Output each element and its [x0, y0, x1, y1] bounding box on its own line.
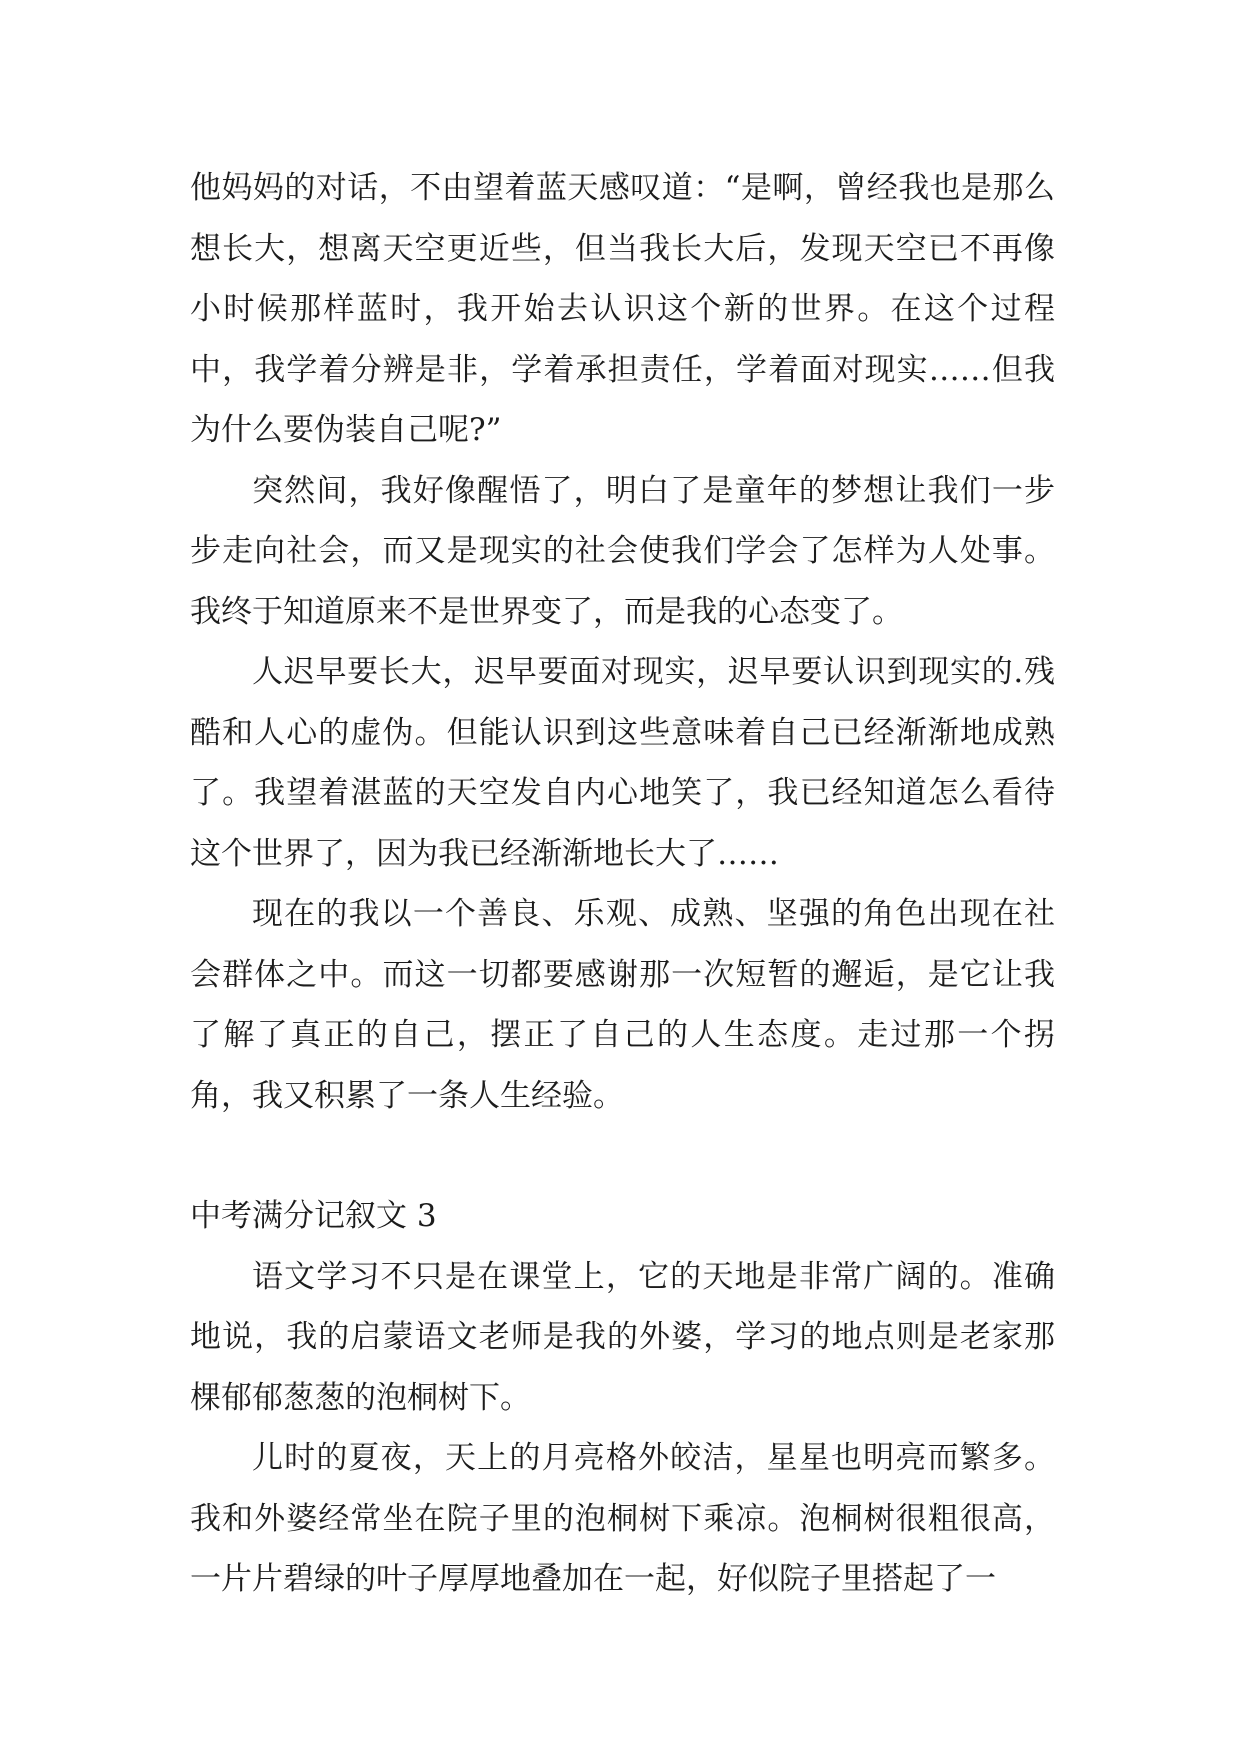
paragraph-1: 他妈妈的对话，不由望着蓝天感叹道：“是啊，曾经我也是那么想长大，想离天空更近些，但当我长大后，发现天空已不再像小时候那样蓝时，我开始去认识这个新的世界。在这个过程中，我学着分辨是非，学着承担责任，学着面对现实……但我为什么要伪装自己呢?”: [190, 170, 1055, 448]
paragraph-3: 人迟早要长大，迟早要面对现实，迟早要认识到现实的.残酷和人心的虚伪。但能认识到这些意味着自己已经渐渐地成熟了。我望着湛蓝的天空发自内心地笑了，我已经知道怎么看待这个世界了，因为我已经渐渐地长大了……: [190, 654, 1055, 872]
paragraph-4: 现在的我以一个善良、乐观、成熟、坚强的角色出现在社会群体之中。而这一切都要感谢那一次短暂的邂逅，是它让我了解了真正的自己，摆正了自己的人生态度。走过那一个拐角，我又积累了一条人生经验。: [190, 896, 1055, 1114]
document-body: [190, 158, 1055, 1610]
section-title: 中考满分记叙文 3: [190, 1198, 437, 1234]
paragraph-6: 儿时的夏夜，天上的月亮格外皎洁，星星也明亮而繁多。我和外婆经常坐在院子里的泡桐树下乘凉。泡桐树很粗很高，一片片碧绿的叶子厚厚地叠加在一起，好似院子里搭起了一: [190, 1440, 1055, 1597]
paragraph-2: 突然间，我好像醒悟了，明白了是童年的梦想让我们一步步走向社会，而又是现实的社会使我们学会了怎样为人处事。我终于知道原来不是世界变了，而是我的心态变了。: [190, 472, 1055, 630]
paragraph-5: 语文学习不只是在课堂上，它的天地是非常广阔的。准确地说，我的启蒙语文老师是我的外婆，学习的地点则是老家那棵郁郁葱葱的泡桐树下。: [190, 1258, 1055, 1416]
